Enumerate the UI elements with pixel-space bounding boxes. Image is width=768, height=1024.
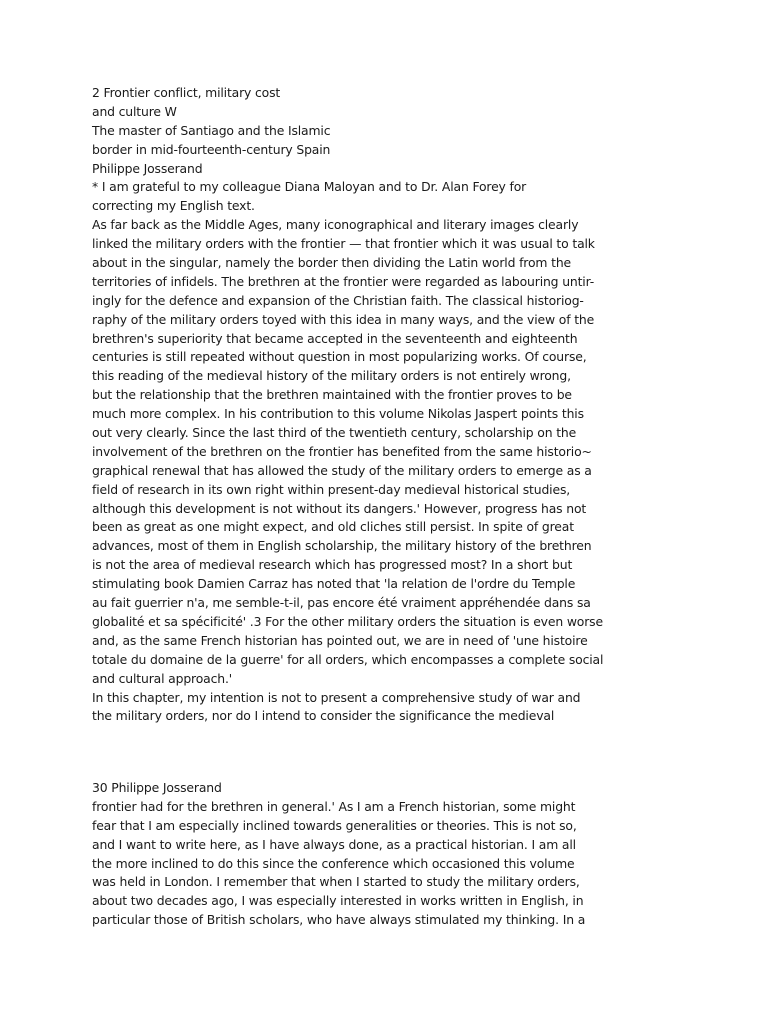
text-line: 2 Frontier conflict, military cost <box>92 85 281 100</box>
page-one-text <box>92 84 604 726</box>
text-line: field of research in its own right within present-day medieval historical studies, <box>92 481 571 497</box>
text-line: particular those of British scholars, who have always stimulated my thinking. In a <box>92 912 586 928</box>
text-line: * I am grateful to my colleague Diana Maloyan and to Dr. Alan Forey for <box>92 179 527 195</box>
text-line: globalité et sa spécificité' .3 For the other military orders the situation is even worse <box>92 613 603 629</box>
text-line: is not the area of medieval research which has progressed most? In a short but <box>92 557 573 573</box>
text-line: centuries is still repeated without question in most popularizing works. Of course, <box>92 349 587 365</box>
text-line: linked the military orders with the frontier — that frontier which it was usual to talk <box>92 236 595 252</box>
text-line: frontier had for the brethren in general.' As I am a French historian, some might <box>92 798 576 814</box>
text-line: correcting my English text. <box>92 198 255 214</box>
text-line: and cultural approach.' <box>92 670 233 686</box>
text-line: and culture W <box>92 103 177 119</box>
text-line: graphical renewal that has allowed the study of the military orders to emerge as a <box>92 462 592 478</box>
text-line: was held in London. I remember that when I started to study the military orders, <box>92 874 580 890</box>
text-line: stimulating book Damien Carraz has noted that 'la relation de l'ordre du Temple <box>92 576 576 592</box>
text-line: the military orders, nor do I intend to consider the significance the medieval <box>92 708 555 724</box>
page-two-text <box>92 779 592 930</box>
text-line: about two decades ago, I was especially interested in works written in English, in <box>92 893 584 909</box>
text-line: been as great as one might expect, and old cliches still persist. In spite of great <box>92 519 574 535</box>
text-line: 30 Philippe Josserand <box>92 780 222 795</box>
text-line: the more inclined to do this since the conference which occasioned this volume <box>92 855 575 871</box>
text-line: territories of infidels. The brethren at the frontier were regarded as labouring untir- <box>92 273 595 289</box>
text-line: In this chapter, my intention is not to present a comprehensive study of war and <box>92 689 581 705</box>
text-line: Philippe Josserand <box>92 160 203 176</box>
text-line: au fait guerrier n'a, me semble-t-il, pas encore été vraiment appréhendée dans sa <box>92 595 591 611</box>
text-line: raphy of the military orders toyed with this idea in many ways, and the view of the <box>92 311 595 327</box>
text-line: about in the singular, namely the border then dividing the Latin world from the <box>92 255 571 271</box>
text-line: this reading of the medieval history of the military orders is not entirely wrong, <box>92 368 571 384</box>
text-line: As far back as the Middle Ages, many iconographical and literary images clearly <box>92 217 579 233</box>
text-line: much more complex. In his contribution to this volume Nikolas Jaspert points this <box>92 406 584 422</box>
text-line: but the relationship that the brethren maintained with the frontier proves to be <box>92 387 572 403</box>
text-line: and I want to write here, as I have always done, as a practical historian. I am all <box>92 836 576 852</box>
text-line: advances, most of them in English scholarship, the military history of the brethren <box>92 538 592 554</box>
text-line: The master of Santiago and the Islamic <box>92 122 331 138</box>
text-line: ingly for the defence and expansion of the Christian faith. The classical historiog- <box>92 292 584 308</box>
text-line: brethren's superiority that became accepted in the seventeenth and eighteenth <box>92 330 578 346</box>
text-line: totale du domaine de la guerre' for all orders, which encompasses a complete social <box>92 651 604 667</box>
text-line: out very clearly. Since the last third of the twentieth century, scholarship on the <box>92 425 577 441</box>
text-line: although this development is not without its dangers.' However, progress has not <box>92 500 587 516</box>
text-line: involvement of the brethren on the frontier has benefited from the same historio~ <box>92 443 592 459</box>
text-line: and, as the same French historian has pointed out, we are in need of 'une histoire <box>92 632 588 648</box>
text-line: border in mid-fourteenth-century Spain <box>92 141 331 157</box>
text-line: fear that I am especially inclined towards generalities or theories. This is not so, <box>92 817 577 833</box>
